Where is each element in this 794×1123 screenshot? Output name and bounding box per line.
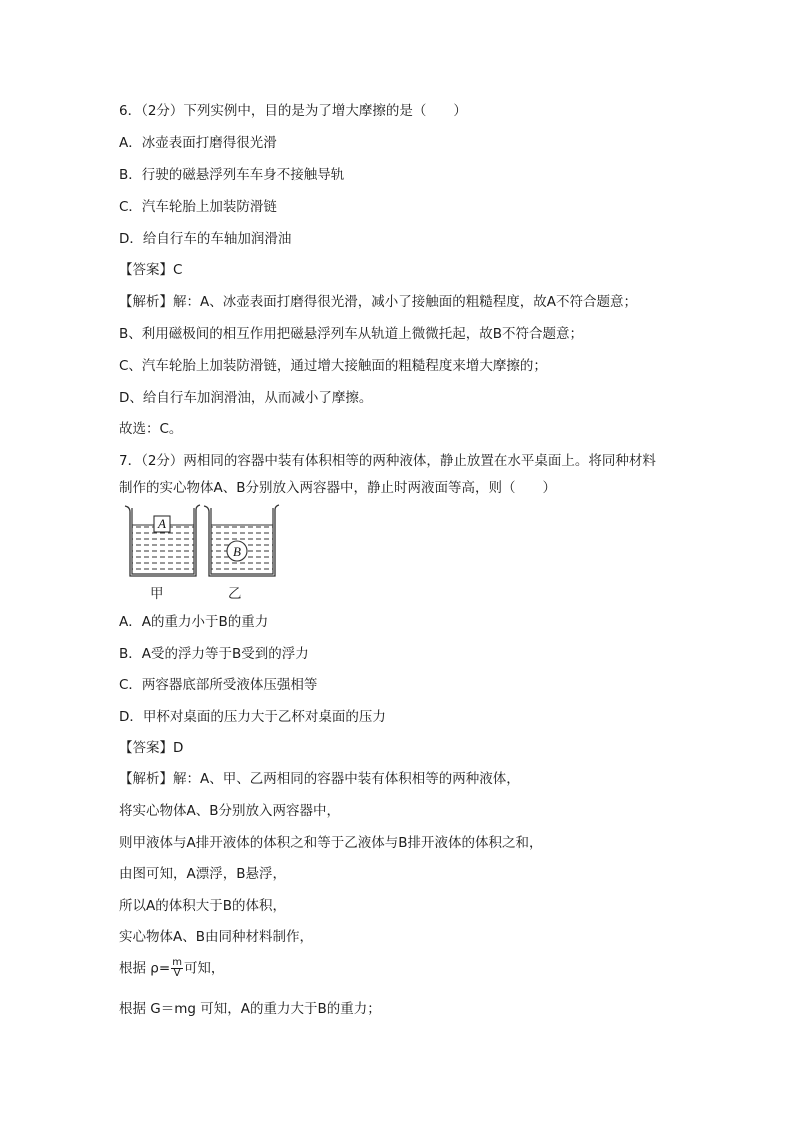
density-fraction	[171, 958, 183, 979]
analysis-text: 解：A、冰壶表面打磨得很光滑，减小了接触面的粗糙程度，故A不符合题意；	[173, 294, 637, 310]
q7-analysis-2: 将实心物体A、B分别放入两容器中，	[119, 803, 340, 819]
beaker-right	[204, 505, 279, 576]
q6-answer	[119, 261, 182, 279]
formula-prefix: 根据 ρ=	[119, 960, 171, 977]
q7-analysis-6: 实心物体A、B由同种材料制作，	[119, 929, 313, 945]
q6-analysis-3: C、汽车轮胎上加装防滑链，通过增大接触面的粗糙程度来增大摩擦的；	[119, 358, 547, 374]
beakers-diagram	[119, 500, 289, 580]
q7-option-b: B．A受的浮力等于B受到的浮力	[119, 646, 309, 662]
ball-b-label: B	[233, 544, 241, 559]
q7-option-a: A．A的重力小于B的重力	[119, 614, 269, 630]
q6-analysis-4: D、给自行车加润滑油，从而减小了摩擦。	[119, 390, 373, 406]
q7-analysis-5: 所以A的体积大于B的体积，	[119, 898, 286, 914]
q7-option-c: C．两容器底部所受液体压强相等	[119, 677, 318, 693]
q7-stem-line1: 7．（2分）两相同的容器中装有体积相等的两种液体，静止放置在水平桌面上。将同种材料	[119, 453, 656, 469]
q6-option-a: A．冰壶表面打磨得很光滑	[119, 135, 277, 151]
q7-final-line: 根据 G＝mg 可知，A的重力大于B的重力；	[119, 1001, 381, 1017]
fraction-denominator: V	[173, 968, 181, 979]
beaker-left	[125, 505, 200, 576]
q7-analysis-3: 则甲液体与A排开液体的体积之和等于乙液体与B排开液体的体积之和，	[119, 835, 543, 851]
analysis-text: 解：A、甲、乙两相同的容器中装有体积相等的两种液体，	[173, 771, 520, 787]
q6-analysis-2: B、利用磁极间的相互作用把磁悬浮列车从轨道上微微托起，故B不符合题意；	[119, 326, 584, 342]
block-a-label: A	[158, 516, 166, 531]
formula-suffix: 可知，	[183, 960, 225, 977]
q6-conclusion: 故选：C。	[119, 421, 183, 437]
q7-option-d: D．甲杯对桌面的压力大于乙杯对桌面的压力	[119, 709, 386, 725]
analysis-label: 【解析】	[119, 771, 173, 787]
q7-formula-line	[119, 958, 224, 979]
answer-value: D	[173, 740, 184, 756]
answer-value: C	[173, 262, 183, 278]
fraction-numerator: m	[172, 957, 182, 968]
caption-jia: 甲	[150, 586, 164, 602]
caption-yi: 乙	[228, 586, 242, 602]
answer-label: 【答案】	[119, 740, 173, 756]
q6-option-c: C．汽车轮胎上加装防滑链	[119, 199, 277, 215]
q6-option-b: B．行驶的磁悬浮列车车身不接触导轨	[119, 167, 345, 183]
q7-answer	[119, 739, 183, 757]
analysis-label: 【解析】	[119, 294, 173, 310]
q6-option-d: D．给自行车的车轴加润滑油	[119, 231, 292, 247]
answer-label: 【答案】	[119, 262, 173, 278]
q6-stem: 6．（2分）下列实例中，目的是为了增大摩擦的是（ ）	[119, 103, 467, 119]
q6-analysis-1	[119, 293, 637, 311]
q7-analysis-4: 由图可知，A漂浮，B悬浮，	[119, 866, 286, 882]
q7-figure	[119, 500, 289, 605]
q7-stem-line2: 制作的实心物体A、B分别放入两容器中，静止时两液面等高，则（ ）	[119, 480, 556, 496]
q7-analysis-1	[119, 770, 520, 788]
